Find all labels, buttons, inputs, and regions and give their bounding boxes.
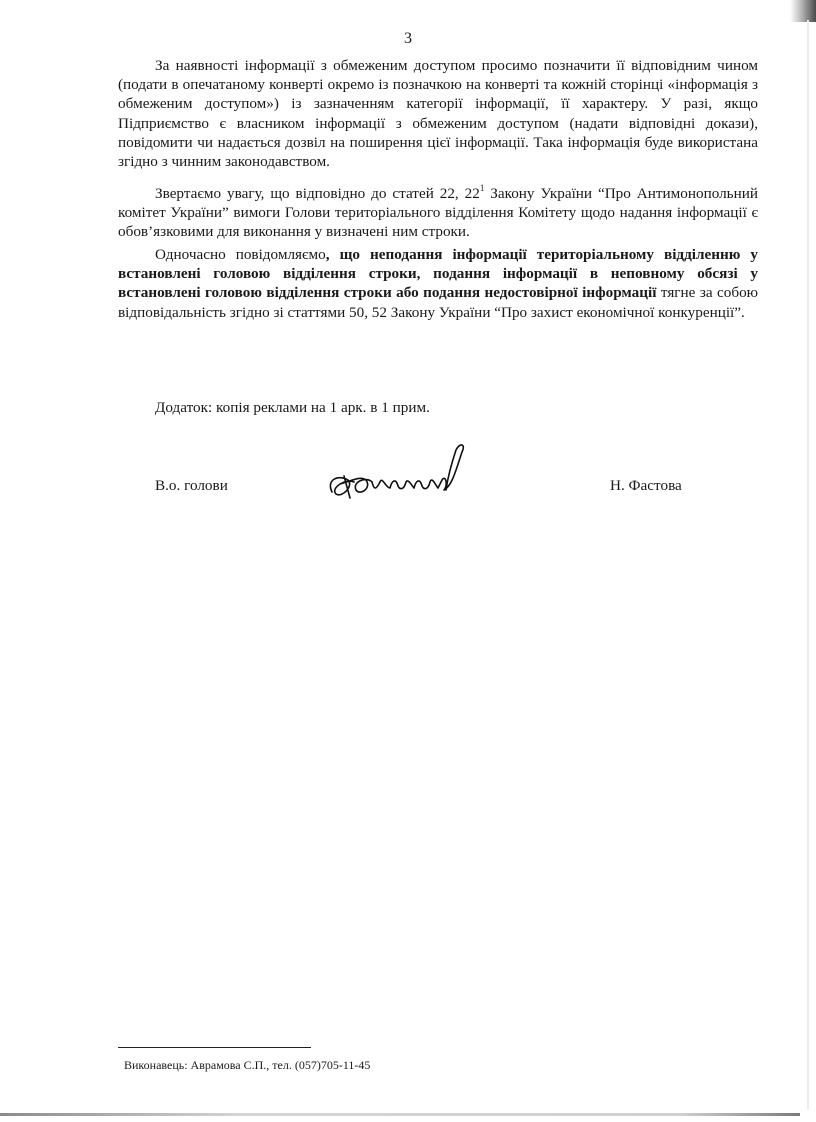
scan-right-edge [807,20,809,1110]
paragraph-attention [118,184,758,242]
paragraph-text: Одночасно повідомляємо [155,246,326,263]
paragraph-text: За наявності інформації з обмеженим доступом просимо позначити її відповідним чином (подати в опечатаному конверті окремо із позначкою на конверті та кожній сторінці «інформація з обмеженим доступом») із зазначенням категорії інформації, її характеру. У разі, якщо Підприємство є власником інформації з обмеженим доступом (надати відповідні докази), повідомити чи надається дозвіл на поширення цієї інформації. Така інформація буде використана згідно з чинним законодавством. [118,57,758,171]
executor-contact: Виконавець: Аврамова С.П., тел. (057)705-11-45 [124,1058,371,1072]
paragraph-bold-text: , що неподання інформації територіальному відділенню у встановлені головою відділення строки, подання інформації в неповному обсязі у встановлені головою відділення строки або подання недостовірної інформації [118,246,759,302]
paragraph-text: Закону України “Про Антимонопольний комітет України” вимоги Голови територіального відділення Комітету щодо надання інформації є обов’язковими для виконання у визначені ним строки. [118,185,758,241]
page-number: 3 [404,30,412,47]
scan-bottom-edge [0,1113,800,1116]
scan-corner-shadow [790,0,816,22]
paragraph-text: Звертаємо увагу, що відповідно до статей 22, 22 [155,185,480,202]
handwritten-signature [320,440,470,512]
attachment-note: Додаток: копія реклами на 1 арк. в 1 прим. [155,399,430,416]
paragraph-liability [118,245,758,322]
signatory-name: Н. Фастова [610,477,682,494]
paragraph-text: тягне за собою відповідальність згідно зі статтями 50, 52 Закону України “Про захист економічної конкуренції”. [118,284,759,321]
superscript: 1 [479,183,485,193]
signatory-title: В.о. голови [155,477,228,494]
signature-stroke [330,445,463,498]
paragraph-restricted-info [118,56,758,171]
footer-divider [118,1047,311,1048]
